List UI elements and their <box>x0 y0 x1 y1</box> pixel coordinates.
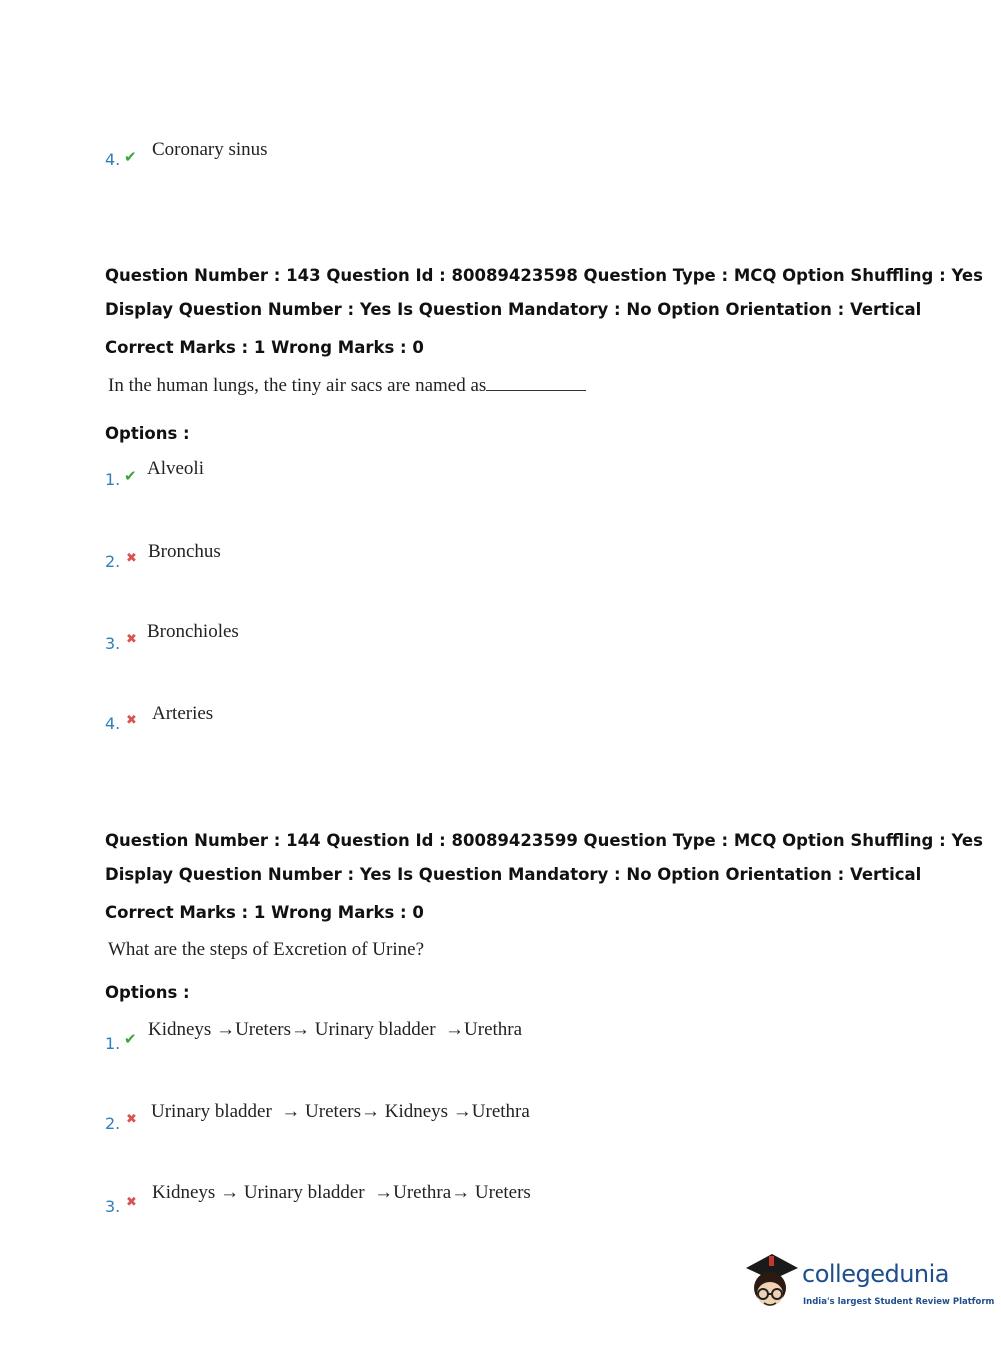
question-meta-line1: Question Number : 143 Question Id : 80089423598 Question Type : MCQ Option Shuffling : Yes <box>105 266 983 285</box>
option-number: 1. <box>105 1034 121 1053</box>
option-text: Bronchus <box>148 541 221 562</box>
option-text: Bronchioles <box>147 621 239 642</box>
cross-icon: ✖ <box>126 632 137 647</box>
check-icon: ✔ <box>124 148 137 166</box>
option-number: 2. <box>105 1114 121 1133</box>
option-number: 3. <box>105 634 121 653</box>
options-label: Options : <box>105 424 190 443</box>
cross-icon: ✖ <box>126 551 137 566</box>
cross-icon: ✖ <box>126 1195 137 1210</box>
option-text: Kidneys →Ureters→ Urinary bladder →Urethra <box>148 1019 523 1040</box>
question-text: What are the steps of Excretion of Urine? <box>108 939 425 960</box>
question-meta-line2: Display Question Number : Yes Is Question Mandatory : No Option Orientation : Vertical <box>105 300 922 319</box>
collegedunia-logo <box>742 1250 995 1320</box>
check-icon: ✔ <box>124 1030 137 1048</box>
question-text <box>108 374 586 397</box>
option-text: Alveoli <box>147 458 204 479</box>
option-text: Coronary sinus <box>152 139 268 160</box>
option-number: 2. <box>105 552 121 571</box>
answer-blank <box>486 374 586 391</box>
question-meta-line1: Question Number : 144 Question Id : 80089423599 Question Type : MCQ Option Shuffling : Yes <box>105 831 983 850</box>
cross-icon: ✖ <box>126 1112 137 1127</box>
option-text: Urinary bladder → Ureters→ Kidneys →Urethra <box>151 1101 530 1122</box>
option-text: Kidneys → Urinary bladder →Urethra→ Ureters <box>152 1182 531 1203</box>
option-number: 1. <box>105 470 121 489</box>
question-marks: Correct Marks : 1 Wrong Marks : 0 <box>105 903 424 922</box>
option-number: 3. <box>105 1197 121 1216</box>
question-text-content: In the human lungs, the tiny air sacs are named as <box>108 375 487 396</box>
mascot-icon <box>742 1250 800 1320</box>
cross-icon: ✖ <box>126 713 137 728</box>
question-meta-line2: Display Question Number : Yes Is Question Mandatory : No Option Orientation : Vertical <box>105 865 922 884</box>
option-number: 4. <box>105 150 121 169</box>
check-icon: ✔ <box>124 467 137 485</box>
option-text: Arteries <box>152 703 214 724</box>
option-number: 4. <box>105 714 121 733</box>
logo-wordmark: collegedunia <box>802 1260 950 1288</box>
logo-tagline: India's largest Student Review Platform <box>803 1297 995 1307</box>
question-marks: Correct Marks : 1 Wrong Marks : 0 <box>105 338 424 357</box>
options-label: Options : <box>105 983 190 1002</box>
